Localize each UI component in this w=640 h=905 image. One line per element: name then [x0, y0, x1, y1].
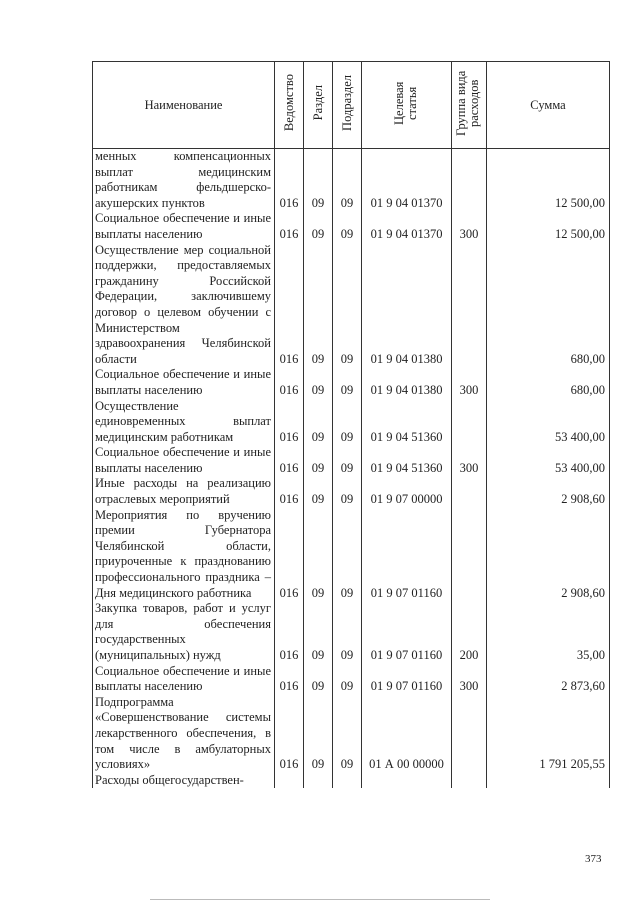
- page-number: 373: [585, 853, 602, 865]
- row-ved-cell: 016: [275, 445, 304, 476]
- row-cel-cell: 01 9 04 51360: [362, 445, 452, 476]
- row-summa-cell: 53 400,00: [487, 445, 610, 476]
- row-gruppa-cell: [452, 695, 487, 773]
- row-summa-cell: 53 400,00: [487, 399, 610, 446]
- row-gruppa-cell: [452, 773, 487, 789]
- row-podrazdel-cell: [333, 773, 362, 789]
- table-row: [93, 508, 610, 602]
- row-summa-cell: 12 500,00: [487, 149, 610, 212]
- header-ved: Ведомство: [275, 62, 304, 149]
- row-ved-cell: 016: [275, 367, 304, 398]
- row-ved-cell: 016: [275, 149, 304, 212]
- row-cel-cell: 01 9 04 01370: [362, 211, 452, 242]
- row-summa-cell: 680,00: [487, 243, 610, 368]
- row-name-cell: Закупка товаров, работ и услуг для обеспечения государственных (муниципальных) нужд: [93, 601, 275, 663]
- row-gruppa-cell: [452, 476, 487, 507]
- row-cel-cell: 01 А 00 00000: [362, 695, 452, 773]
- header-name: Наименование: [93, 62, 275, 149]
- row-name-cell: Социальное обеспечение и иные выплаты населению: [93, 211, 275, 242]
- row-razdel-cell: 09: [304, 601, 333, 663]
- row-cel-cell: [362, 773, 452, 789]
- row-podrazdel-cell: 09: [333, 664, 362, 695]
- row-name-cell: Осуществление мер социальной поддержки, предоставляемых гражданину Российской Федерации, заключившему договор о целевом обучении с Министерством здравоохранения Челябинской области: [93, 243, 275, 368]
- table-header: [93, 62, 610, 149]
- row-summa-cell: 2 873,60: [487, 664, 610, 695]
- row-podrazdel-cell: 09: [333, 695, 362, 773]
- row-ved-cell: 016: [275, 695, 304, 773]
- table-row: [93, 773, 610, 789]
- header-razdel: Раздел: [304, 62, 333, 149]
- row-summa-cell: 2 908,60: [487, 476, 610, 507]
- table-row: [93, 476, 610, 507]
- row-ved-cell: 016: [275, 243, 304, 368]
- row-ved-cell: 016: [275, 508, 304, 602]
- row-gruppa-cell: 300: [452, 211, 487, 242]
- row-podrazdel-cell: 09: [333, 367, 362, 398]
- row-podrazdel-cell: 09: [333, 476, 362, 507]
- header-podrazdel: Подраздел: [333, 62, 362, 149]
- row-gruppa-cell: 300: [452, 445, 487, 476]
- row-podrazdel-cell: 09: [333, 149, 362, 212]
- row-name-cell: Мероприятия по вручению премии Губернатора Челябинской области, приуроченные к празднованию профессионального праздника – Дня медицинского работника: [93, 508, 275, 602]
- row-summa-cell: 1 791 205,55: [487, 695, 610, 773]
- row-summa-cell: 12 500,00: [487, 211, 610, 242]
- row-ved-cell: 016: [275, 211, 304, 242]
- row-summa-cell: 680,00: [487, 367, 610, 398]
- row-razdel-cell: 09: [304, 149, 333, 212]
- row-razdel-cell: 09: [304, 664, 333, 695]
- footer-line: [150, 899, 490, 900]
- table-row: [93, 211, 610, 242]
- row-ved-cell: 016: [275, 476, 304, 507]
- row-name-cell: Подпрограмма «Совершенствование системы лекарственного обеспечения, в том числе в амбулаторных условиях»: [93, 695, 275, 773]
- budget-table: [92, 61, 610, 788]
- table-row: [93, 445, 610, 476]
- row-name-cell: Социальное обеспечение и иные выплаты населению: [93, 367, 275, 398]
- row-razdel-cell: 09: [304, 476, 333, 507]
- row-podrazdel-cell: 09: [333, 508, 362, 602]
- row-cel-cell: 01 9 07 01160: [362, 601, 452, 663]
- row-gruppa-cell: 200: [452, 601, 487, 663]
- row-ved-cell: 016: [275, 399, 304, 446]
- row-gruppa-cell: [452, 149, 487, 212]
- row-gruppa-cell: [452, 399, 487, 446]
- row-ved-cell: 016: [275, 601, 304, 663]
- row-cel-cell: 01 9 07 01160: [362, 508, 452, 602]
- row-podrazdel-cell: 09: [333, 445, 362, 476]
- row-name-cell: Иные расходы на реализацию отраслевых мероприятий: [93, 476, 275, 507]
- row-podrazdel-cell: 09: [333, 211, 362, 242]
- row-summa-cell: 2 908,60: [487, 508, 610, 602]
- row-cel-cell: 01 9 04 01380: [362, 243, 452, 368]
- table-row: [93, 399, 610, 446]
- table-body: [93, 149, 610, 789]
- table-row: [93, 149, 610, 212]
- row-razdel-cell: 09: [304, 445, 333, 476]
- row-razdel-cell: 09: [304, 508, 333, 602]
- table-row: [93, 367, 610, 398]
- table-row: [93, 243, 610, 368]
- row-podrazdel-cell: 09: [333, 243, 362, 368]
- row-razdel-cell: 09: [304, 399, 333, 446]
- row-name-cell: менных компенсационных выплат медицинским работникам фельдшерско-акушерских пунктов: [93, 149, 275, 212]
- row-gruppa-cell: [452, 243, 487, 368]
- row-name-cell: Осуществление единовременных выплат медицинским работникам: [93, 399, 275, 446]
- row-podrazdel-cell: 09: [333, 601, 362, 663]
- row-gruppa-cell: 300: [452, 664, 487, 695]
- row-podrazdel-cell: 09: [333, 399, 362, 446]
- row-summa-cell: 35,00: [487, 601, 610, 663]
- row-razdel-cell: 09: [304, 695, 333, 773]
- row-name-cell: Социальное обеспечение и иные выплаты населению: [93, 445, 275, 476]
- header-gruppa: Группа вида расходов: [452, 62, 487, 149]
- row-razdel-cell: 09: [304, 367, 333, 398]
- row-cel-cell: 01 9 04 01380: [362, 367, 452, 398]
- row-cel-cell: 01 9 07 00000: [362, 476, 452, 507]
- table-row: [93, 664, 610, 695]
- row-razdel-cell: 09: [304, 243, 333, 368]
- row-summa-cell: [487, 773, 610, 789]
- row-name-cell: Социальное обеспечение и иные выплаты населению: [93, 664, 275, 695]
- header-summa: Сумма: [487, 62, 610, 149]
- row-cel-cell: 01 9 04 01370: [362, 149, 452, 212]
- table-row: [93, 601, 610, 663]
- table-row: [93, 695, 610, 773]
- row-cel-cell: 01 9 04 51360: [362, 399, 452, 446]
- row-gruppa-cell: [452, 508, 487, 602]
- row-ved-cell: [275, 773, 304, 789]
- header-cel: Целевая статья: [362, 62, 452, 149]
- row-razdel-cell: [304, 773, 333, 789]
- row-ved-cell: 016: [275, 664, 304, 695]
- row-name-cell: Расходы общегосударствен-: [93, 773, 275, 789]
- row-gruppa-cell: 300: [452, 367, 487, 398]
- row-cel-cell: 01 9 07 01160: [362, 664, 452, 695]
- row-razdel-cell: 09: [304, 211, 333, 242]
